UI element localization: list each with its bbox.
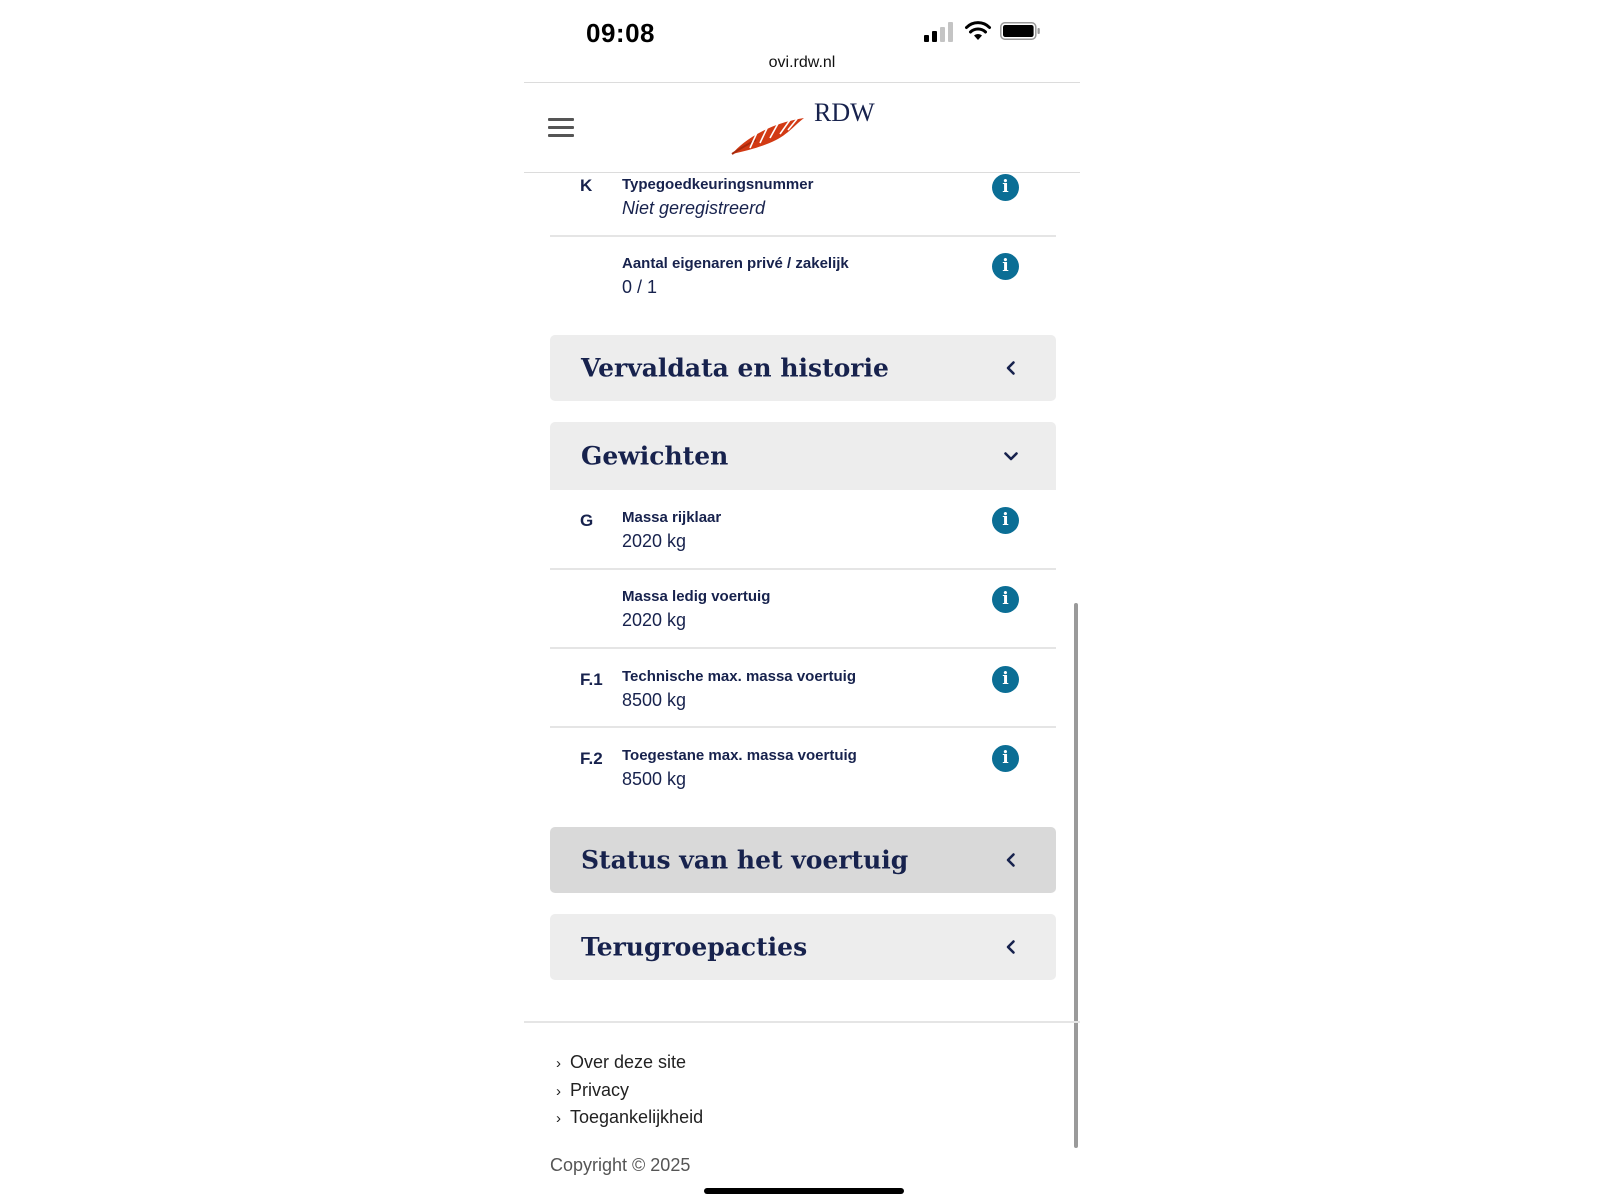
row-divider bbox=[550, 647, 1056, 649]
scrollbar-thumb[interactable] bbox=[1074, 603, 1078, 1148]
accordion-vervaldata-en-historie[interactable] bbox=[550, 335, 1056, 401]
chevron-right-icon: › bbox=[556, 1055, 561, 1072]
chevron-left-icon bbox=[1002, 938, 1020, 956]
field-code: K bbox=[580, 176, 593, 195]
info-icon[interactable]: i bbox=[992, 507, 1019, 534]
address-bar-divider bbox=[524, 82, 1080, 83]
home-indicator[interactable] bbox=[704, 1188, 904, 1194]
info-icon[interactable]: i bbox=[992, 174, 1019, 201]
chevron-right-icon: › bbox=[556, 1083, 561, 1100]
info-icon[interactable]: i bbox=[992, 666, 1019, 693]
link-label: Toegankelijkheid bbox=[570, 1107, 704, 1127]
field-value: 2020 kg bbox=[622, 531, 687, 551]
field-code: G bbox=[580, 511, 594, 530]
accordion-title: Terugroepacties bbox=[581, 932, 808, 962]
detail-row-aantal-eigenaren bbox=[550, 253, 1056, 303]
detail-row-toegestane-max-massa bbox=[550, 745, 1056, 805]
field-value: Niet geregistreerd bbox=[622, 198, 766, 218]
field-value: 0 / 1 bbox=[622, 277, 658, 297]
footer-link-toegankelijkheid[interactable] bbox=[556, 1107, 703, 1128]
accordion-gewichten[interactable] bbox=[550, 422, 1056, 490]
field-label: Typegoedkeuringsnummer bbox=[622, 176, 814, 193]
battery-icon bbox=[1000, 22, 1040, 40]
footer-link-privacy[interactable] bbox=[556, 1080, 629, 1101]
address-bar-url[interactable]: ovi.rdw.nl bbox=[768, 54, 836, 71]
mobile-browser-viewport bbox=[524, 0, 1080, 1200]
field-code: F.2 bbox=[580, 749, 603, 768]
field-label: Technische max. massa voertuig bbox=[622, 668, 856, 685]
status-time: 09:08 bbox=[586, 18, 655, 48]
header-divider bbox=[524, 172, 1080, 173]
row-divider bbox=[550, 726, 1056, 728]
info-icon[interactable]: i bbox=[992, 253, 1019, 280]
hamburger-menu-icon[interactable] bbox=[548, 118, 574, 138]
link-label: Privacy bbox=[570, 1080, 630, 1100]
info-icon[interactable]: i bbox=[992, 586, 1019, 613]
chevron-left-icon bbox=[1002, 359, 1020, 377]
accordion-title: Status van het voertuig bbox=[581, 845, 909, 875]
cellular-signal-icon bbox=[924, 22, 956, 42]
field-code: F.1 bbox=[580, 670, 603, 689]
detail-row-technische-max-massa bbox=[550, 666, 1056, 726]
field-label: Massa ledig voertuig bbox=[622, 588, 771, 605]
field-label: Aantal eigenaren privé / zakelijk bbox=[622, 255, 849, 272]
copyright-text: Copyright © 2025 bbox=[550, 1155, 691, 1175]
field-value: 8500 kg bbox=[622, 769, 687, 789]
wifi-icon bbox=[964, 20, 992, 42]
row-divider bbox=[550, 235, 1056, 237]
chevron-down-icon bbox=[1002, 447, 1020, 465]
field-label: Massa rijklaar bbox=[622, 509, 722, 526]
detail-row-typegoedkeuringsnummer bbox=[550, 174, 1056, 234]
detail-row-massa-rijklaar bbox=[550, 507, 1056, 567]
row-divider bbox=[550, 568, 1056, 570]
accordion-status-van-het-voertuig[interactable] bbox=[550, 827, 1056, 893]
footer-divider bbox=[524, 1021, 1080, 1023]
link-label: Over deze site bbox=[570, 1052, 687, 1072]
accordion-terugroepacties[interactable] bbox=[550, 914, 1056, 980]
accordion-title: Gewichten bbox=[581, 441, 729, 471]
accordion-title: Vervaldata en historie bbox=[581, 353, 889, 383]
field-value: 8500 kg bbox=[622, 690, 687, 710]
info-icon[interactable]: i bbox=[992, 745, 1019, 772]
footer-link-over-deze-site[interactable] bbox=[556, 1052, 686, 1073]
chevron-right-icon: › bbox=[556, 1110, 561, 1127]
field-label: Toegestane max. massa voertuig bbox=[622, 747, 857, 764]
rdw-feather-icon bbox=[730, 110, 806, 156]
rdw-logo-text[interactable]: RDW bbox=[814, 98, 875, 127]
field-value: 2020 kg bbox=[622, 610, 687, 630]
chevron-left-icon bbox=[1002, 851, 1020, 869]
detail-row-massa-ledig-voertuig bbox=[550, 586, 1056, 646]
